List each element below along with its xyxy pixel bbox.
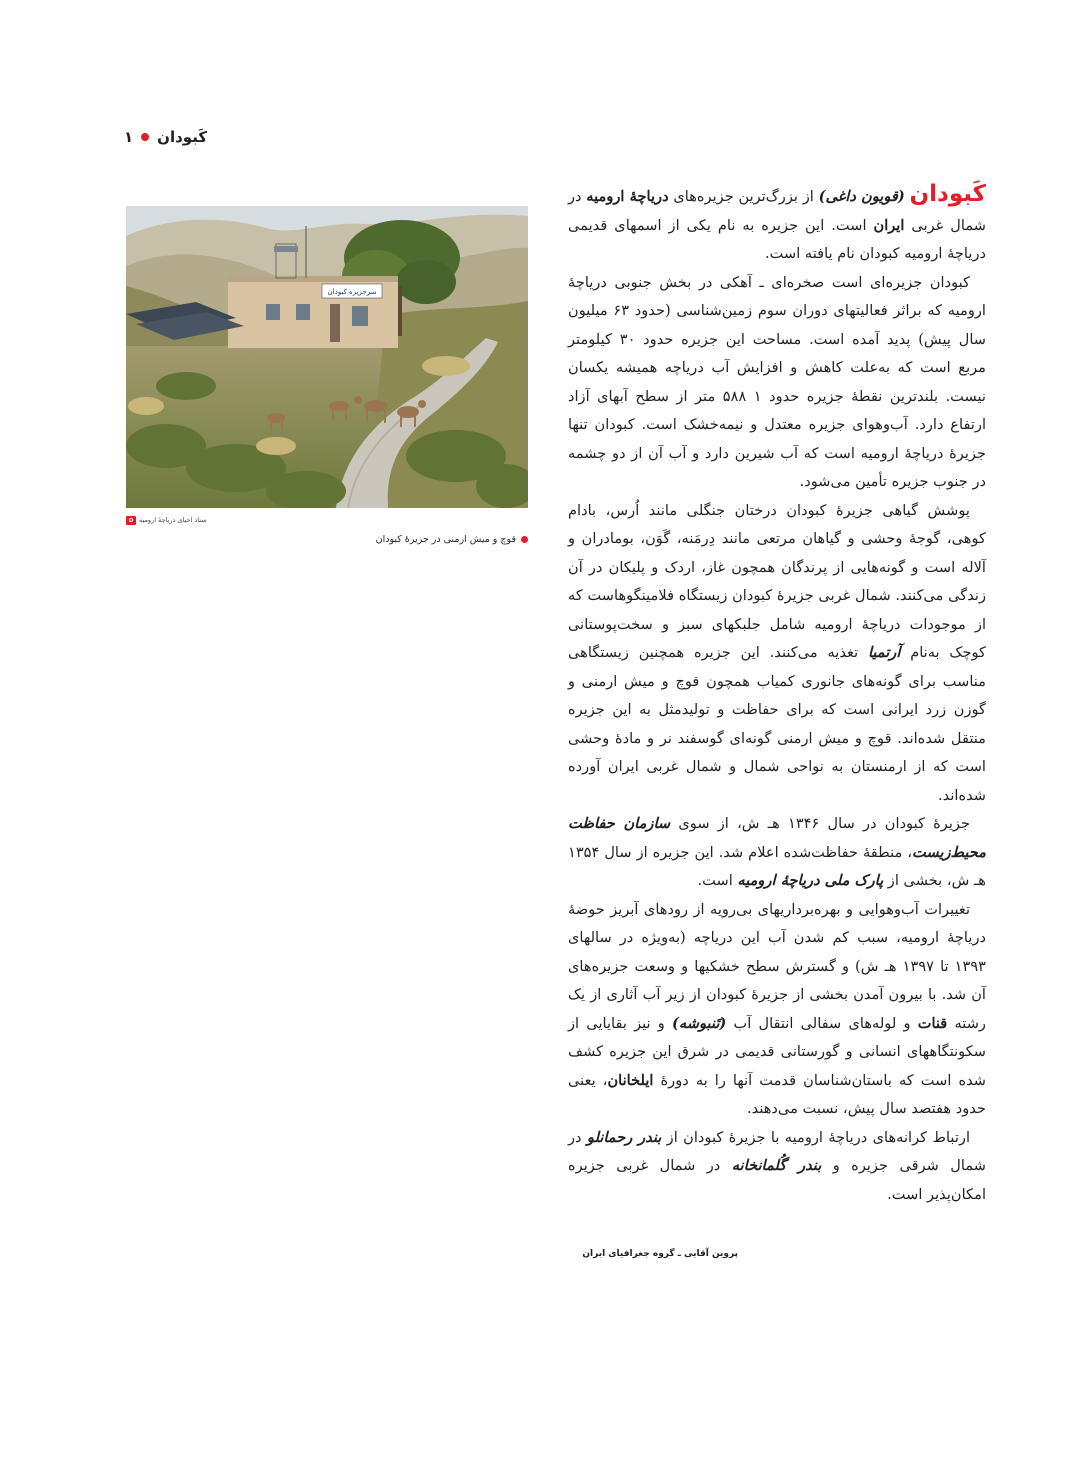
article-title: کَبودان — [909, 181, 987, 207]
building-sign-text: سرجزیره کبودان — [327, 288, 377, 296]
alternate-name: (قویون داغی) — [818, 188, 905, 205]
paragraph-access: ارتباط کرانه‌های دریاچهٔ ارومیه با جزیرهٔ کبودان از بندر رحمانلو در شمال شرقی جزیره و بندر گُلمانخانه در شمال غربی جزیره امکان‌پذیر است. — [568, 1128, 987, 1203]
paragraph-intro: کَبودان (قویون داغی) از بزرگ‌ترین جزیره‌های دریاچهٔ ارومیه در شمال غربی ایران است. این جزیره به نام یکی از اسمهای قدیمی دریاچهٔ ارومیه کبودان نام یافته است. — [568, 181, 987, 262]
article-photo — [126, 206, 528, 508]
tanbusheh-term: (تَنبوشه) — [672, 1014, 727, 1032]
port-golmankhaneh: بندر گُلمانخانه — [731, 1157, 822, 1174]
qanat-term: قنات — [917, 1014, 948, 1032]
artemia-term: آرتمیا — [867, 644, 901, 661]
author-credit: پروین آقایی ـ گروه جغرافیای ایران — [582, 1249, 738, 1259]
photo-caption-text: قوچ و میش ارمنی در جزیرهٔ کبودان — [375, 533, 516, 545]
paragraph-protection: جزیرهٔ کبودان در سال ۱۳۴۶ هـ ش، از سوی سازمان حفاظت محیط‌زیست، منطقهٔ حفاظت‌شده اعلام شد. این جزیره از سال ۱۳۵۴ هـ ش، بخشی از پارک ملی دریاچهٔ ارومیه است. — [568, 815, 986, 889]
ilkhanate-term: ایلخانان — [607, 1071, 654, 1089]
camera-icon — [126, 516, 136, 525]
article-body — [568, 180, 986, 1290]
lake-name: دریاچهٔ ارومیه — [586, 188, 669, 205]
page-number: ۱ — [124, 128, 134, 146]
header-dot-icon — [141, 133, 149, 141]
organization-name: سازمان حفاظت محیط‌زیست — [568, 815, 986, 861]
photo-credit — [126, 513, 236, 527]
photo-credit-text: ستاد احیای دریاچهٔ ارومیه — [139, 516, 207, 524]
paragraph-geology: کبودان جزیره‌ای است صخره‌ای ـ آهکی در بخش جنوبی دریاچهٔ ارومیه که براثر فعالیتهای دوران سوم زمین‌شناسی (حدود ۶۳ میلیون سال پیش) پدید آمده است. مساحت این جزیره حدود ۳۰ کیلومتر مربع است که به‌علت کاهش و افزایش آب دریاچه همیشه یکسان نیست. بلندترین نقطهٔ جزیره حدود ۱ ۵۸۸ متر از سطح آبهای آزاد ارتفاع دارد. آب‌وهوای جزیره معتدل و نیمه‌خشک است. کبودان تنها جزیرهٔ دریاچهٔ ارومیه است که آب شیرین دارد و آب آن از دو چشمه در جنوب جزیره تأمین می‌شود. — [568, 273, 986, 490]
paragraph-vegetation: پوشش گیاهی جزیرهٔ کبودان درختان جنگلی مانند اُرس، بادام کوهی، گوجهٔ وحشی و گیاهان مرتعی مانند دِرمَنه، گَوَن، بومادران و آلاله است و گونه‌هایی از پرندگان همچون غاز، اردک و پلیکان در آن زندگی می‌کنند. شمال غربی جزیرهٔ کبودان زیستگاه فلامینگوهاست که از موجودات دریاچهٔ ارومیه شامل جلبکهای سبز و سخت‌پوستانی کوچک به‌نام آرتمیا تغذیه می‌کنند. این جزیره همچنین زیستگاهی مناسب برای گونه‌های جانوری کمیاب همچون قوچ و میش ارمنی و گوزن زرد ایرانی است که برای حفاظت و تولیدمثل به این جزیره منتقل شده‌اند. قوچ و میش ارمنی گونه‌ای گوسفند نر و مادهٔ وحشی است که از ارمنستان به نواحی شمال و شمال غربی ایران آورده شده‌اند. — [568, 501, 986, 804]
park-name: پارک ملی دریاچهٔ ارومیه — [737, 872, 884, 889]
caption-dot-icon — [521, 536, 528, 543]
running-title: کَبودان — [157, 128, 208, 146]
port-rahmanlu: بندر رحمانلو — [586, 1128, 662, 1146]
page-header — [124, 124, 214, 150]
paragraph-climate-change: تغییرات آب‌وهوایی و بهره‌برداریهای بی‌رویه از رودهای آبریز حوضهٔ دریاچهٔ ارومیه، سبب کم شدن آب این دریاچه (به‌ویژه در سالهای ۱۳۹۳ تا ۱۳۹۷ هـ ش) و گسترش سطح خشکیها و وسعت جزیره‌های آن شد. با بیرون آمدن بخشی از جزیرهٔ کبودان از زیر آب آثاری از یک رشته قنات و لوله‌های سفالی انتقال آب (تَنبوشه) و نیز بقایایی از سکونتگاههای انسانی و گورستانی قدیمی در شرق این جزیره کشف شده است که باستان‌شناسان قدمت آنها را به دورهٔ ایلخانان، یعنی حدود هفتصد سال پیش، نسبت می‌دهند. — [568, 900, 986, 1117]
country-name: ایران — [873, 216, 905, 234]
photo-caption — [300, 530, 528, 548]
